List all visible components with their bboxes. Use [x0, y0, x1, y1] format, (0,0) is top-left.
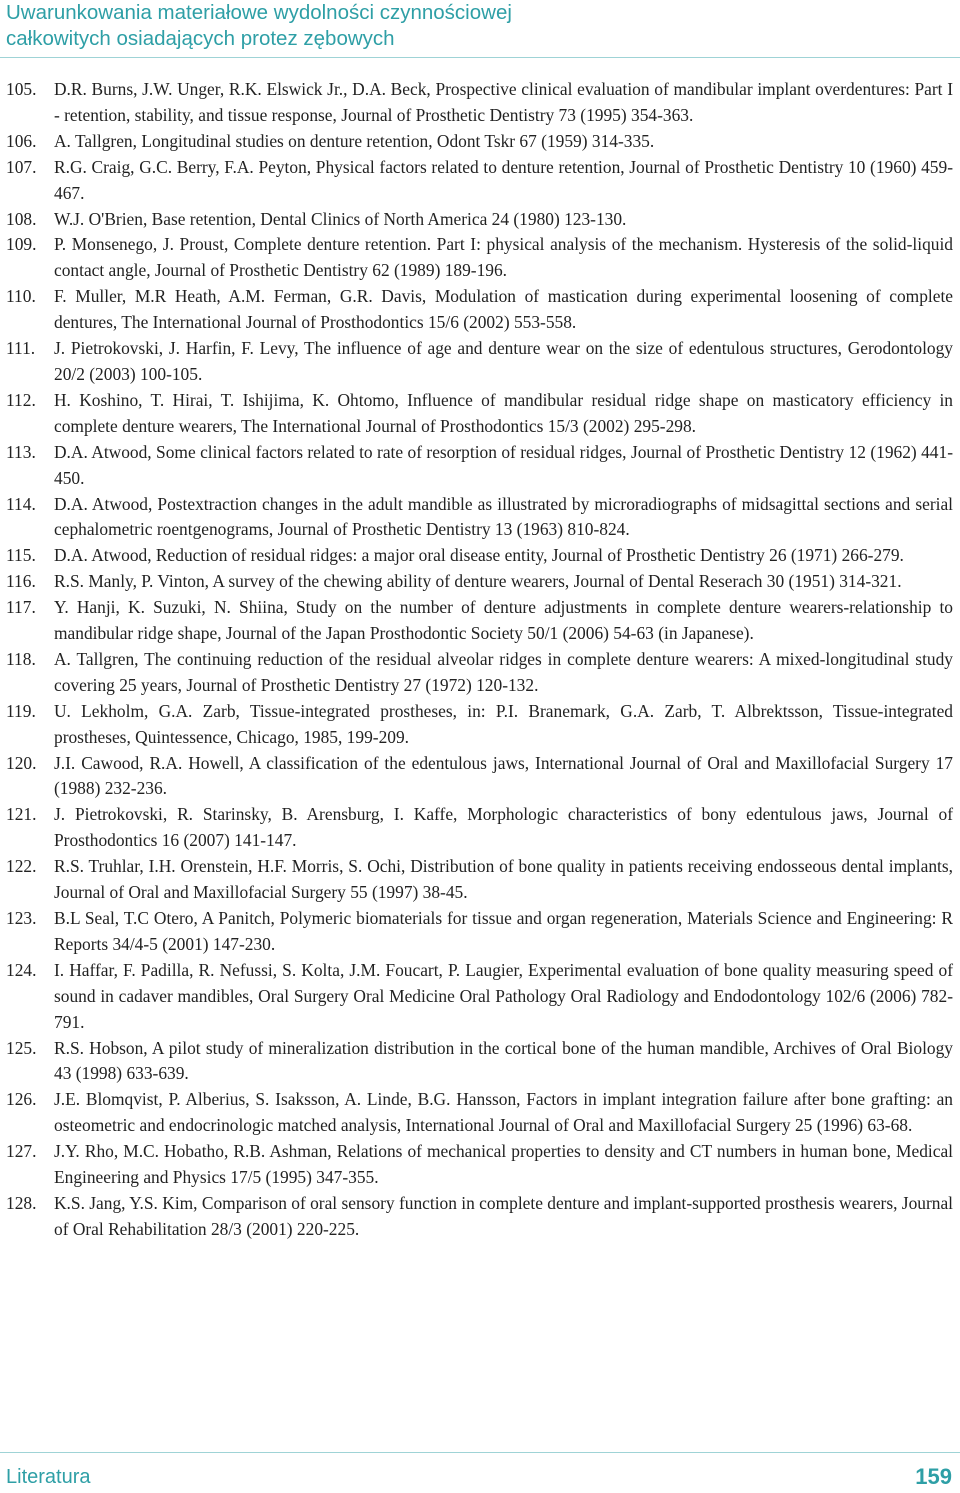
reference-text: R.S. Hobson, A pilot study of mineralization distribution in the cortical bone of the human mandible, Archives of Oral Biology 43 (1998) 633-639.	[54, 1037, 953, 1084]
reference-text: A. Tallgren, The continuing reduction of the residual alveolar ridges in complete denture wearers: A mixed-longitudinal study covering 25 years, Journal of Prosthetic Dentistry 27 (1972) 120-132.	[54, 648, 953, 695]
reference-number: 109.	[6, 234, 37, 255]
reference-item	[6, 284, 953, 336]
reference-number: 105.	[6, 79, 37, 99]
reference-item	[6, 492, 953, 544]
running-header	[6, 0, 946, 52]
reference-text: D.A. Atwood, Postextraction changes in the adult mandible as illustrated by microradiographs of midsagittal sections and serial cephalometric roentgenograms, Journal of Prosthetic Dentistry 13 (1963) 810-824.	[54, 493, 953, 540]
reference-text: D.R. Burns, J.W. Unger, R.K. Elswick Jr., D.A. Beck, Prospective clinical evaluation of mandibular implant overdentures: Part I - retention, stability, and tissue response, Journal of Prosthetic Dentistry 73 (1995) 354-363.	[54, 79, 953, 125]
reference-number: 111.	[6, 338, 36, 359]
reference-item	[6, 906, 953, 958]
reference-item	[6, 1139, 953, 1191]
reference-item	[6, 129, 953, 155]
reference-text: J. Pietrokovski, R. Starinsky, B. Arensburg, I. Kaffe, Morphologic characteristics of bony edentulous jaws, Journal of Prosthodontics 16 (2007) 141-147.	[54, 804, 953, 851]
reference-number: 116.	[6, 571, 36, 592]
reference-text: B.L Seal, T.C Otero, A Panitch, Polymeric biomaterials for tissue and organ regeneration, Materials Science and Engineering: R Reports 34/4-5 (2001) 147-230.	[54, 908, 953, 954]
reference-number: 126.	[6, 1089, 37, 1110]
reference-item	[6, 155, 953, 207]
reference-text: D.A. Atwood, Reduction of residual ridges: a major oral disease entity, Journal of Prosthetic Dentistry 26 (1971) 266-279.	[54, 545, 904, 566]
reference-item	[6, 207, 953, 233]
reference-text: J.E. Blomqvist, P. Alberius, S. Isaksson, A. Linde, B.G. Hansson, Factors in implant integration failure after bone grafting: an osteometric and endocrinologic matched analysis, International Journal of Oral and Maxillofacial Surgery 25 (1996) 63-68.	[54, 1089, 953, 1136]
reference-item	[6, 1087, 953, 1139]
reference-text: R.S. Truhlar, I.H. Orenstein, H.F. Morris, S. Ochi, Distribution of bone quality in patients receiving endosseous dental implants, Journal of Oral and Maxillofacial Surgery 55 (1997) 38-45.	[54, 856, 953, 903]
reference-number: 107.	[6, 156, 37, 177]
reference-text: J.I. Cawood, R.A. Howell, A classification of the edentulous jaws, International Journal of Oral and Maxillofacial Surgery 17 (1988) 232-236.	[54, 752, 953, 799]
reference-number: 125.	[6, 1037, 37, 1058]
reference-text: J.Y. Rho, M.C. Hobatho, R.B. Ashman, Relations of mechanical properties to density and CT numbers in human bone, Medical Engineering and Physics 17/5 (1995) 347-355.	[54, 1141, 953, 1188]
reference-text: D.A. Atwood, Some clinical factors related to rate of resorption of residual ridges, Journal of Prosthetic Dentistry 12 (1962) 441-450.	[54, 441, 953, 488]
reference-item	[6, 1036, 953, 1088]
page-number: 159	[915, 1464, 952, 1489]
footer-section-label: Literatura	[6, 1466, 91, 1488]
reference-text: H. Koshino, T. Hirai, T. Ishijima, K. Ohtomo, Influence of mandibular residual ridge shape on masticatory efficiency in complete denture wearers, The International Journal of Prosthodontics 15/3 (2002) 295-298.	[54, 389, 953, 436]
reference-number: 121.	[6, 804, 37, 825]
header-title-line-1: Uwarunkowania materiałowe wydolności czynnościowej	[6, 1, 512, 24]
reference-number: 114.	[6, 493, 36, 514]
reference-number: 120.	[6, 752, 37, 773]
reference-item	[6, 232, 953, 284]
reference-text: R.S. Manly, P. Vinton, A survey of the chewing ability of denture wearers, Journal of Dental Reserach 30 (1951) 314-321.	[54, 571, 902, 592]
reference-text: A. Tallgren, Longitudinal studies on denture retention, Odont Tskr 67 (1959) 314-335.	[54, 130, 655, 151]
reference-item	[6, 647, 953, 699]
reference-number: 118.	[6, 648, 36, 669]
reference-number: 124.	[6, 959, 37, 980]
reference-number: 122.	[6, 856, 37, 877]
reference-item	[6, 569, 953, 595]
reference-number: 128.	[6, 1192, 37, 1213]
reference-number: 113.	[6, 441, 36, 462]
reference-item	[6, 802, 953, 854]
footer-divider	[0, 1452, 960, 1453]
reference-item	[6, 77, 953, 129]
reference-text: F. Muller, M.R Heath, A.M. Ferman, G.R. Davis, Modulation of mastication during experimental loosening of complete dentures, The International Journal of Prosthodontics 15/6 (2002) 553-558.	[54, 286, 953, 333]
reference-item	[6, 751, 953, 803]
reference-text: P. Monsenego, J. Proust, Complete denture retention. Part I: physical analysis of the mechanism. Hysteresis of the solid-liquid contact angle, Journal of Prosthetic Dentistry 62 (1989) 189-196.	[54, 234, 953, 281]
reference-number: 127.	[6, 1141, 37, 1162]
reference-text: W.J. O'Brien, Base retention, Dental Clinics of North America 24 (1980) 123-130.	[54, 208, 627, 229]
reference-item	[6, 336, 953, 388]
reference-text: U. Lekholm, G.A. Zarb, Tissue-integrated prostheses, in: P.I. Branemark, G.A. Zarb, T. Albrektsson, Tissue-integrated prostheses, Quintessence, Chicago, 1985, 199-209.	[54, 700, 953, 747]
reference-number: 108.	[6, 208, 37, 229]
reference-number: 112.	[6, 389, 36, 410]
reference-item	[6, 699, 953, 751]
reference-text: R.G. Craig, G.C. Berry, F.A. Peyton, Physical factors related to denture retention, Journal of Prosthetic Dentistry 10 (1960) 459-467.	[54, 156, 953, 203]
reference-number: 115.	[6, 545, 36, 566]
reference-number: 123.	[6, 908, 37, 928]
header-divider	[0, 57, 960, 58]
reference-number: 117.	[6, 597, 36, 618]
reference-number: 110.	[6, 286, 36, 307]
header-title-line-2: całkowitych osiadających protez zębowych	[6, 27, 395, 50]
reference-item	[6, 958, 953, 1036]
reference-item	[6, 1191, 953, 1243]
reference-text: J. Pietrokovski, J. Harfin, F. Levy, The influence of age and denture wear on the size of edentulous structures, Gerodontology 20/2 (2003) 100-105.	[54, 338, 953, 384]
reference-item	[6, 595, 953, 647]
reference-list	[6, 77, 953, 1243]
reference-number: 119.	[6, 700, 36, 721]
reference-item	[6, 388, 953, 440]
reference-item	[6, 854, 953, 906]
reference-text: I. Haffar, F. Padilla, R. Nefussi, S. Kolta, J.M. Foucart, P. Laugier, Experimental evaluation of bone quality measuring speed of sound in cadaver mandibles, Oral Surgery Oral Medicine Oral Pathology Oral Radiology and Endodontology 102/6 (2006) 782-791.	[54, 959, 953, 1032]
reference-item	[6, 440, 953, 492]
reference-item	[6, 543, 953, 569]
reference-number: 106.	[6, 130, 37, 151]
reference-text: Y. Hanji, K. Suzuki, N. Shiina, Study on the number of denture adjustments in complete denture wearers-relationship to mandibular ridge shape, Journal of the Japan Prosthodontic Society 50/1 (2006) 54-63 (in Japanese).	[54, 597, 953, 644]
reference-text: K.S. Jang, Y.S. Kim, Comparison of oral sensory function in complete denture and implant-supported prosthesis wearers, Journal of Oral Rehabilitation 28/3 (2001) 220-225.	[54, 1192, 953, 1239]
